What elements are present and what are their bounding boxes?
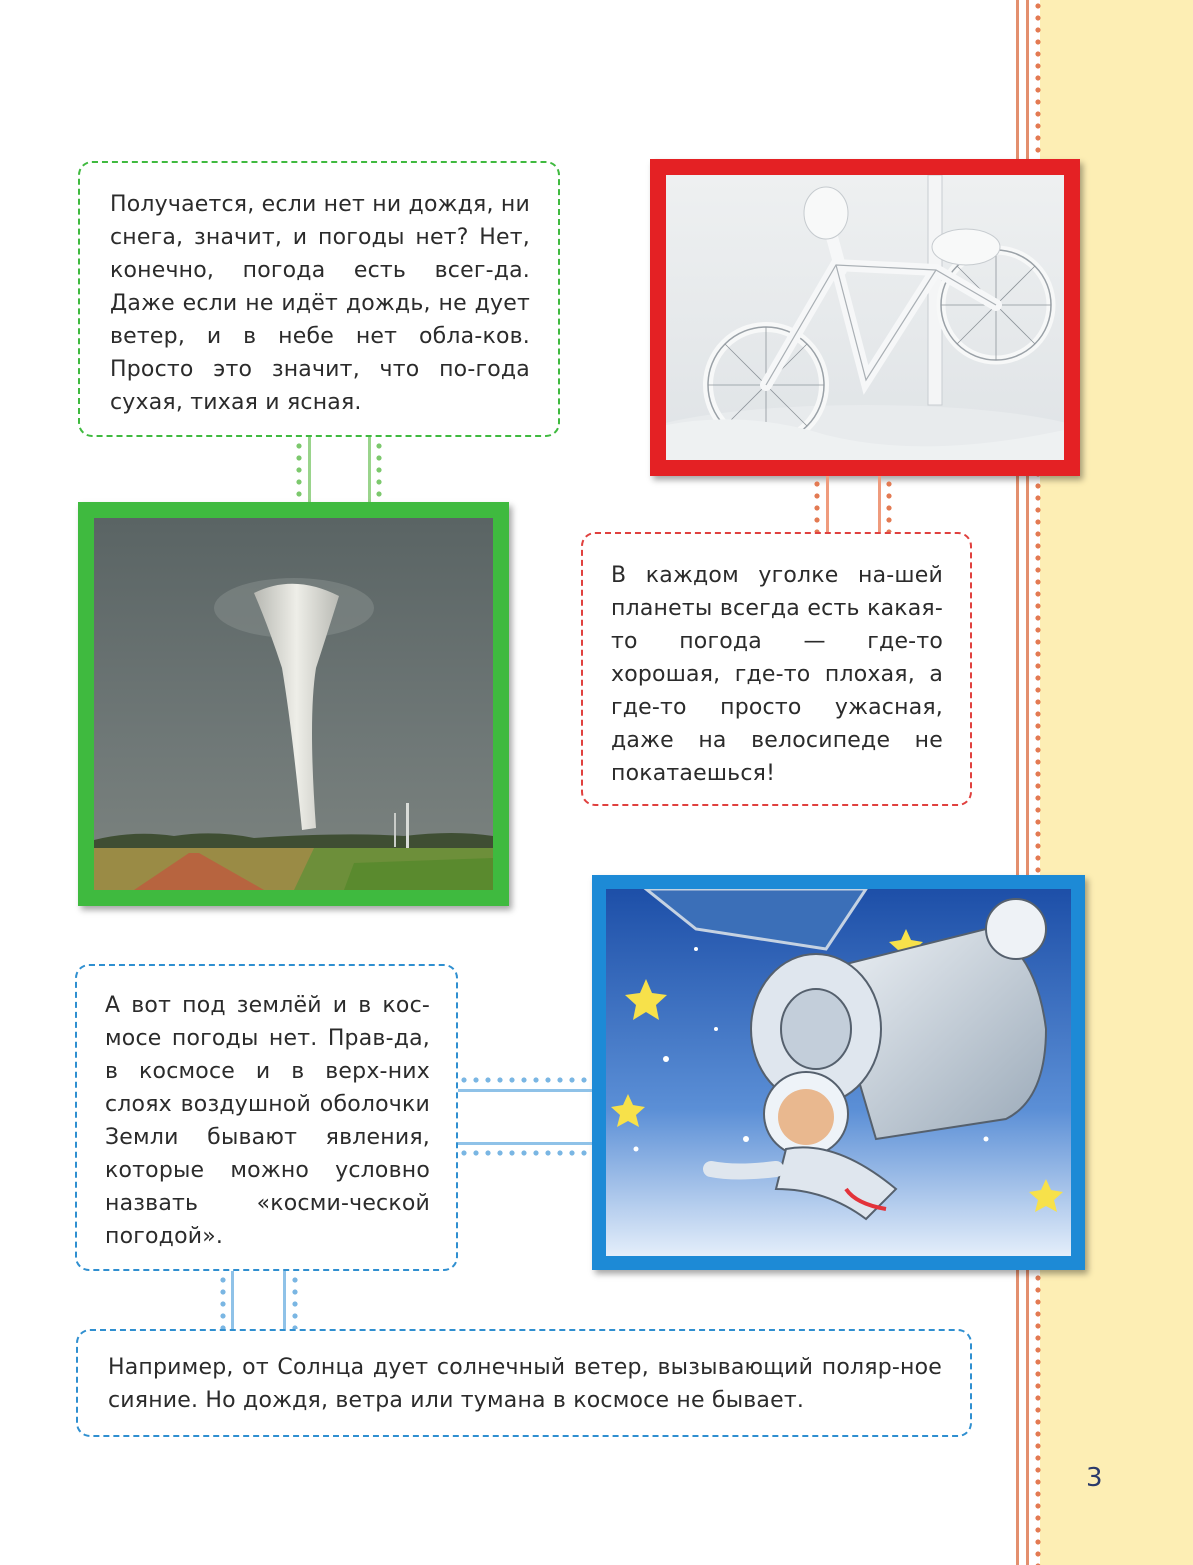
connector-dots [296, 440, 302, 502]
connector-line [458, 1142, 592, 1145]
text-dry-weather: Получается, если нет ни дождя, ни снега, значит, и погоды нет? Нет, конечно, погода есть всег-да. Даже если не идёт дождь, не дует ветер, и в небе нет обла-ков. Просто это значит, что по-года сухая, тихая и ясная. [110, 192, 530, 415]
connector-dots [220, 1274, 226, 1329]
connector-line [826, 476, 829, 532]
connector-line [458, 1089, 592, 1092]
connector-dots [376, 440, 382, 502]
text-box-space [75, 964, 458, 1271]
connector-line [283, 1271, 286, 1329]
photo-frame-tornado [78, 502, 509, 906]
connector-dots [814, 478, 820, 532]
connector-dots [886, 478, 892, 532]
text-space: А вот под землёй и в кос-мосе погоды нет. Прав-да, в космосе и в верх-них слоях воздушной оболочки Земли бывают явления, которые можно условно назвать «косми-ческой погодой». [105, 993, 430, 1249]
tornado-photo [94, 518, 493, 890]
photo-frame-snow-bicycle [650, 159, 1080, 476]
connector-line [308, 437, 311, 502]
connector-dots [292, 1274, 298, 1329]
illustration-frame-space [592, 875, 1085, 1270]
text-box-solar-wind [76, 1329, 972, 1437]
page-number: 3 [1086, 1463, 1103, 1493]
text-box-dry-weather [78, 161, 560, 437]
connector-line [368, 437, 371, 502]
space-illustration [606, 889, 1071, 1256]
connector-dots [458, 1150, 592, 1156]
connector-line [878, 476, 881, 532]
text-box-every-corner [581, 532, 972, 806]
text-every-corner: В каждом уголке на-шей планеты всегда есть какая-то погода — где-то хорошая, где-то плохая, а где-то просто ужасная, даже на велосипеде не покатаешься! [611, 563, 943, 786]
snow-bicycle-photo [666, 175, 1064, 460]
text-solar-wind: Например, от Солнца дует солнечный ветер, вызывающий поляр-ное сияние. Но дождя, ветра или тумана в космосе не бывает. [108, 1355, 942, 1413]
connector-dots [458, 1077, 592, 1083]
connector-line [231, 1271, 234, 1329]
